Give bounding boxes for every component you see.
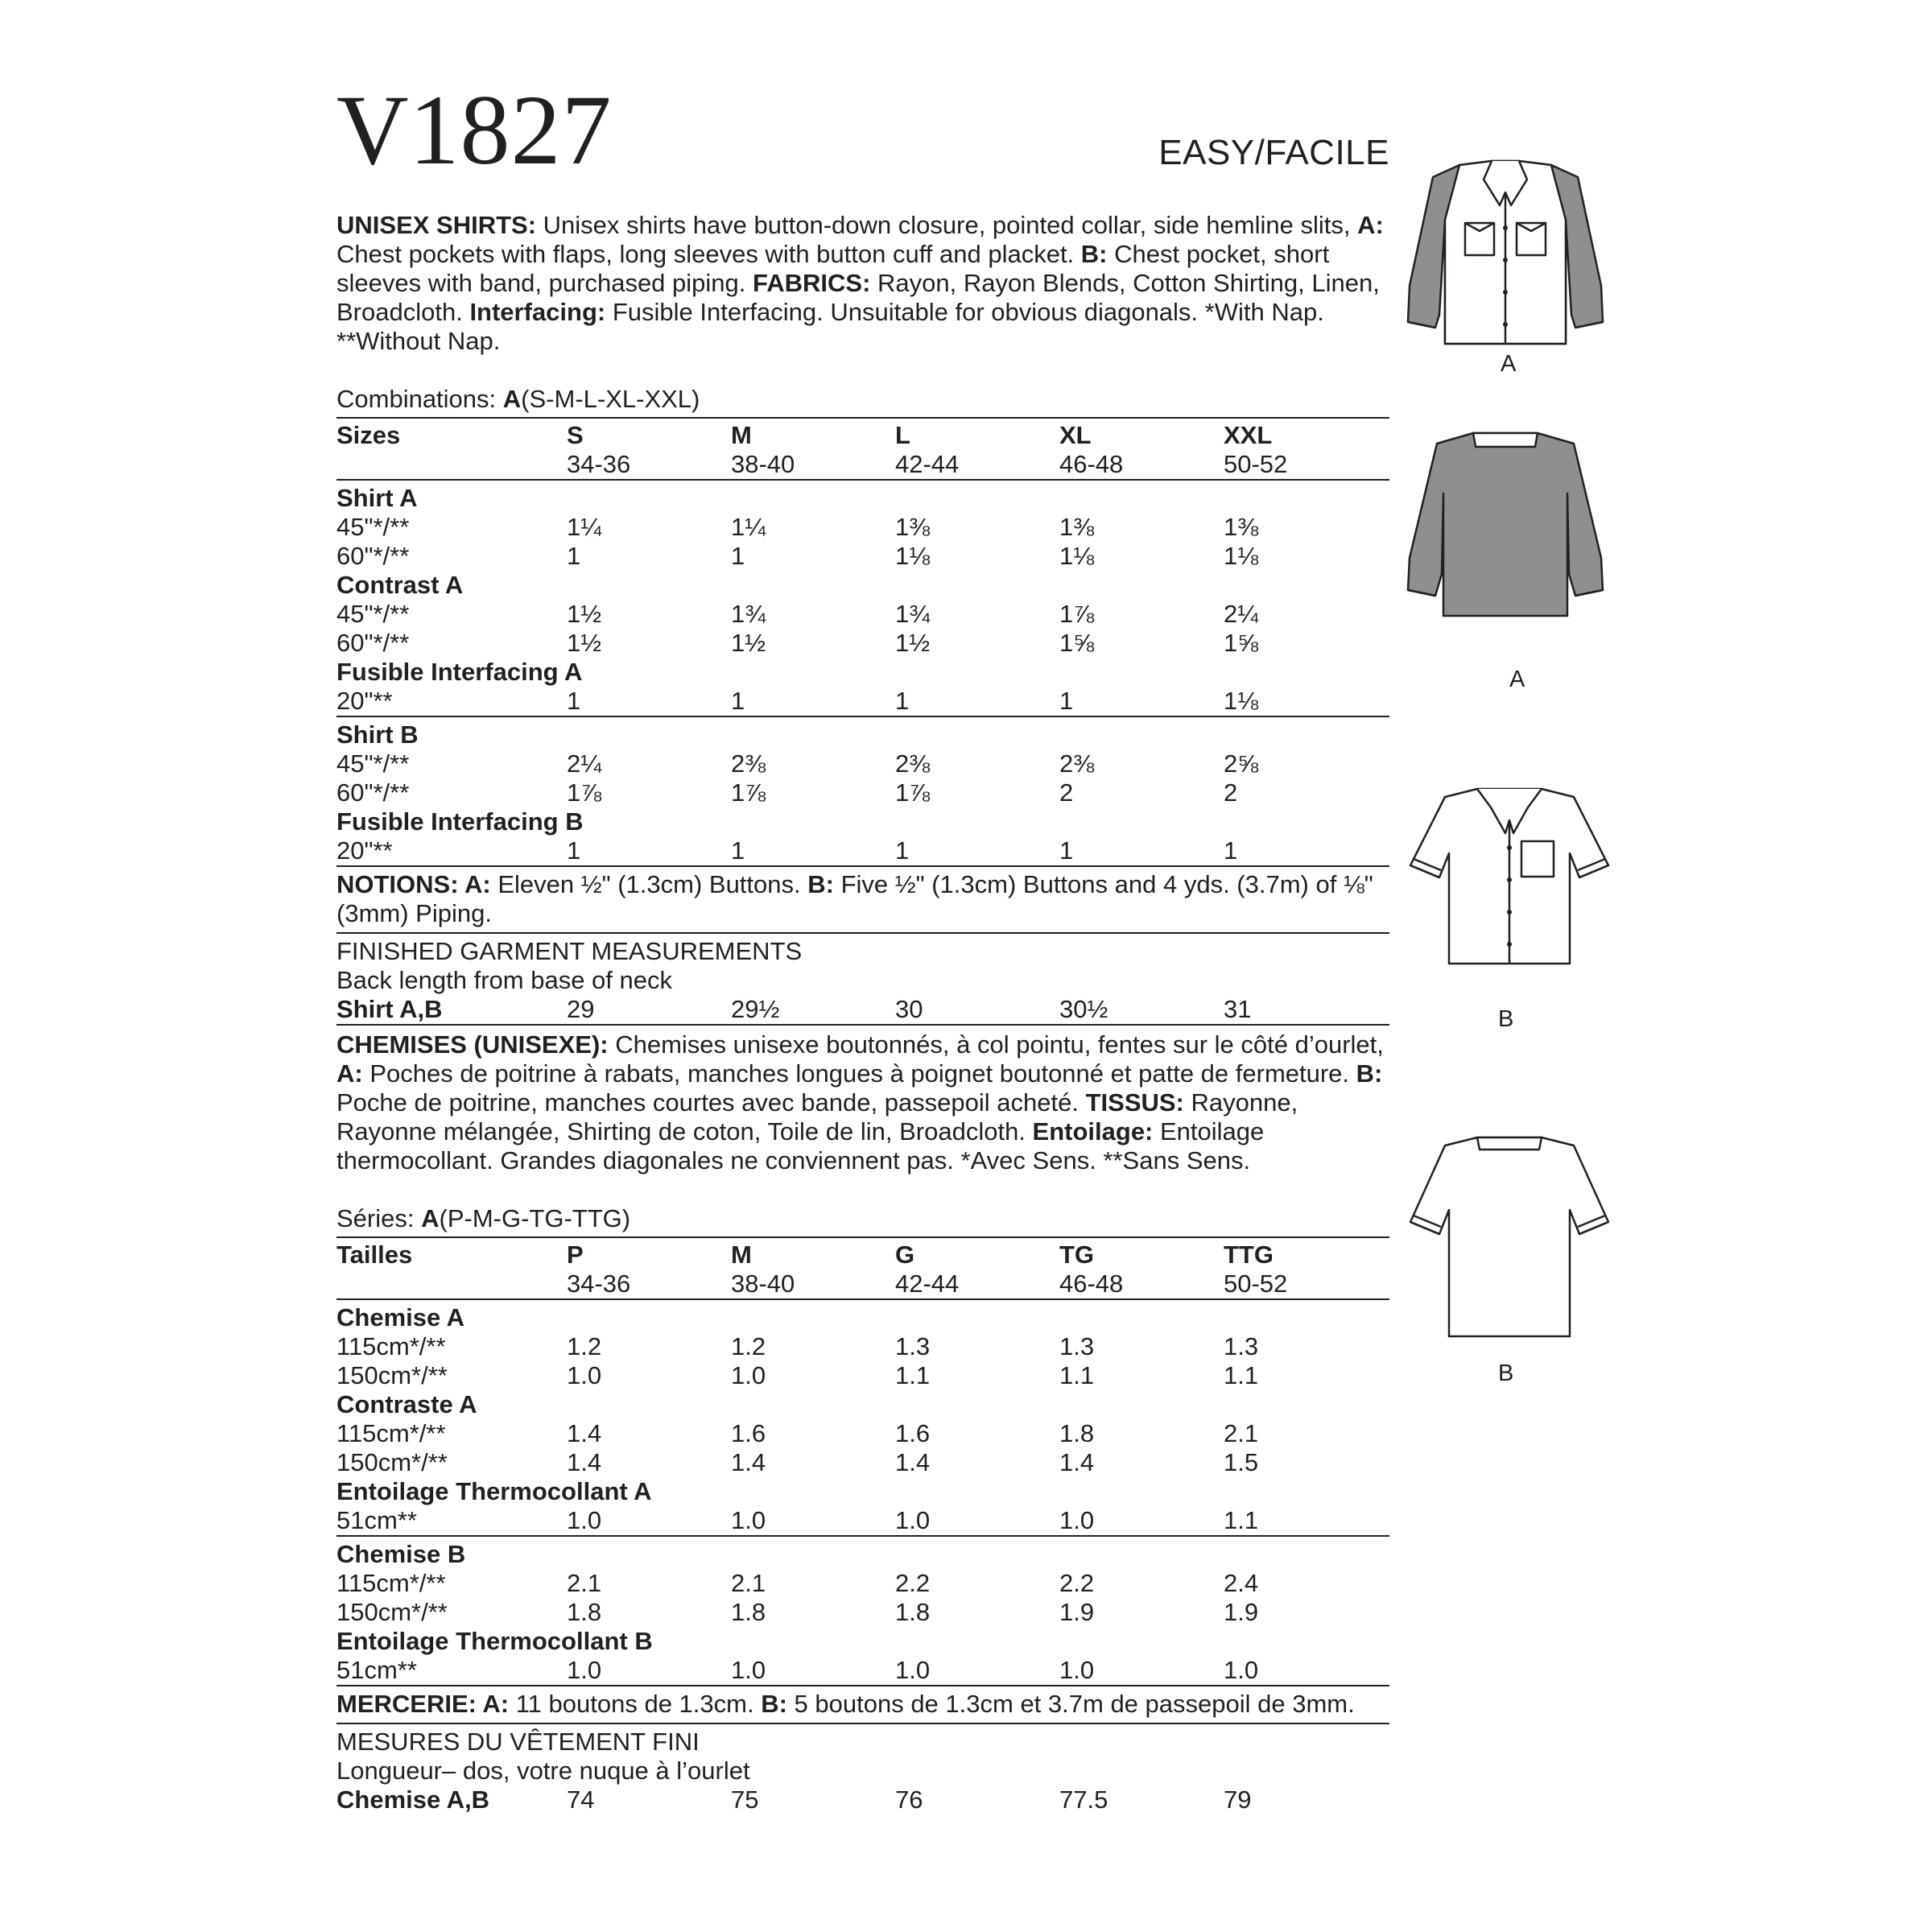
yardage-value: 1.3 [1059, 1332, 1095, 1360]
yardage-value: 1⅜ [895, 513, 931, 541]
size-range: 46-48 [1059, 450, 1124, 478]
description-en [336, 211, 1389, 356]
size-name: P [567, 1241, 584, 1269]
illustration-caption: B [1498, 1006, 1514, 1032]
fabric-width: 150cm*/** [336, 1361, 448, 1389]
size-range: 42-44 [895, 1269, 960, 1298]
yardage-value: 1.9 [1059, 1598, 1095, 1626]
yardage-value: 1.4 [895, 1448, 931, 1476]
yardage-value: 1⅞ [1059, 600, 1095, 628]
measurement-value: 77.5 [1059, 1785, 1108, 1814]
section-heading-row [336, 571, 1389, 600]
section-heading: Shirt B [336, 720, 419, 749]
yardage-value: 1.0 [731, 1506, 766, 1534]
fabric-width: 51cm** [336, 1656, 417, 1684]
yardage-value: 1.0 [895, 1656, 931, 1684]
yardage-value: 1.9 [1224, 1598, 1259, 1626]
measurements-subtitle: Longueur– dos, votre nuque à l’ourlet [336, 1757, 750, 1785]
measurement-value: 29 [567, 995, 595, 1023]
size-range: 34-36 [567, 450, 631, 478]
text-run: Séries: [336, 1204, 422, 1232]
yardage-row [336, 600, 1389, 629]
text-run: Rayonne, Rayonne mélangée, Shirting de coton, Toile de lin, Broadcloth. [336, 1088, 1298, 1146]
measurement-value: 31 [1224, 995, 1252, 1023]
text-run: A [502, 385, 522, 413]
size-range: 38-40 [731, 1269, 795, 1298]
size-name: XL [1059, 421, 1092, 449]
yardage-value: 1½ [731, 629, 766, 657]
yardage-row [336, 513, 1389, 542]
yardage-row [336, 836, 1389, 865]
text-run: Chemises unisexe boutonnés, à col pointu, fentes sur le côté d’ourlet, [608, 1030, 1384, 1059]
size-range: 34-36 [567, 1269, 631, 1298]
fabric-width: 60"*/** [336, 629, 410, 657]
size-range-row [336, 450, 1389, 479]
fabric-width: 150cm*/** [336, 1598, 448, 1626]
size-header [336, 1238, 1389, 1298]
yardage-value: 1¼ [731, 513, 766, 541]
text-run: A: [336, 1059, 363, 1088]
yardage-value: 1⅛ [1224, 542, 1259, 570]
size-name: TG [1059, 1241, 1095, 1269]
yardage-value: 1.0 [731, 1361, 766, 1389]
yardage-value: 1.8 [1059, 1419, 1095, 1447]
yardage-row [336, 778, 1389, 807]
yardage-value: 1.0 [1224, 1656, 1259, 1684]
text-run: Entoilage: [1032, 1117, 1154, 1146]
yardage-value: 1⅜ [1059, 513, 1095, 541]
section-heading-row [336, 720, 1389, 749]
fabric-width: 45"*/** [336, 600, 410, 628]
fabric-width: 45"*/** [336, 749, 410, 778]
fabric-group [336, 481, 1389, 716]
yardage-value: 1.0 [567, 1656, 602, 1684]
yardage-value: 1.1 [895, 1361, 931, 1389]
fabric-group [336, 1300, 1389, 1535]
section-heading-row [336, 658, 1389, 687]
text-run: CHEMISES (UNISEXE): [336, 1030, 609, 1059]
yardage-value: 1½ [567, 629, 602, 657]
fabric-width: 60"*/** [336, 542, 410, 570]
yardage-value: 1¾ [731, 600, 766, 628]
yardage-value: 1 [731, 687, 745, 715]
yardage-value: 1.4 [1059, 1448, 1095, 1476]
yardage-value: 1.5 [1224, 1448, 1259, 1476]
section-heading-row [336, 1627, 1389, 1656]
yardage-value: 1½ [895, 629, 931, 657]
yardage-value: 1.1 [1224, 1361, 1259, 1389]
text-run: 5 boutons de 1.3cm et 3.7m de passepoil de 3mm. [786, 1690, 1355, 1718]
text-run: A [421, 1204, 440, 1232]
text-run: Poches de poitrine à rabats, manches longues à poignet boutonné et patte de fermeture. [362, 1059, 1356, 1088]
size-range: 38-40 [731, 450, 795, 478]
yardage-value: 2¼ [1224, 600, 1259, 628]
yardage-value: 2 [1059, 778, 1074, 807]
yardage-value: 1 [731, 542, 745, 570]
yardage-value: 2.2 [1059, 1569, 1095, 1597]
french-section [336, 1026, 1389, 1814]
yardage-value: 2⅜ [1059, 749, 1095, 778]
yardage-value: 2.2 [895, 1569, 931, 1597]
fabric-width: 45"*/** [336, 513, 410, 541]
yardage-value: 1⅝ [1224, 629, 1259, 657]
illustration-caption: B [1498, 1360, 1514, 1386]
section-heading: Chemise B [336, 1540, 466, 1568]
shirt-b-back-illustration [1401, 1133, 1618, 1343]
measurement-value: 75 [731, 1785, 759, 1814]
section-heading: Contrast A [336, 571, 464, 599]
yardage-value: 1.2 [731, 1332, 766, 1360]
yardage-value: 1.0 [1059, 1506, 1095, 1534]
yardage-value: 2.1 [1224, 1419, 1259, 1447]
size-name: G [895, 1241, 915, 1269]
yardage-row [336, 687, 1389, 716]
yardage-value: 1⅛ [1224, 687, 1259, 715]
yardage-value: 1.4 [731, 1448, 766, 1476]
section-heading: Fusible Interfacing B [336, 807, 584, 836]
size-name-row [336, 1241, 1389, 1269]
section-heading: Entoilage Thermocollant A [336, 1477, 652, 1505]
text-run: Eleven ½" (1.3cm) Buttons. [490, 870, 808, 898]
yardage-value: 1.0 [895, 1506, 931, 1534]
pattern-number: V1827 [336, 75, 613, 185]
yardage-value: 1.1 [1224, 1506, 1259, 1534]
yardage-row [336, 1569, 1389, 1598]
measurement-value: 30½ [1059, 995, 1108, 1023]
yardage-value: 1.6 [731, 1419, 766, 1447]
yardage-value: 1 [1059, 687, 1074, 715]
illustration-caption: A [1509, 667, 1525, 692]
combinations-fr [336, 1204, 1389, 1236]
yardage-value: 1⅞ [895, 778, 931, 807]
yardage-value: 1.0 [567, 1506, 602, 1534]
text-run: Combinations: [336, 385, 503, 413]
text-run: B: [761, 1690, 787, 1718]
yardage-value: 1.1 [1059, 1361, 1095, 1389]
text-run: Rayon, Rayon Blends, Cotton Shirting, Linen, Broadcloth. [336, 269, 1380, 326]
text-run: Fusible Interfacing. Unsuitable for obvious diagonals. *With Nap. **Without Nap. [336, 298, 1324, 355]
text-run: FABRICS: [753, 269, 871, 297]
yardage-value: 1 [1059, 836, 1074, 865]
blank-cell [336, 450, 567, 479]
yardage-row [336, 542, 1389, 571]
yardage-value: 1 [567, 836, 581, 865]
measurement-value: 29½ [731, 995, 780, 1023]
section-heading-row [336, 1303, 1389, 1332]
text-run: Unisex shirts have button-down closure, pointed collar, side hemline slits, [536, 211, 1358, 239]
description-fr [336, 1030, 1389, 1175]
text-run: Interfacing: [469, 298, 606, 326]
fabric-width: 20"** [336, 836, 393, 865]
yardage-value: 2⅜ [895, 749, 931, 778]
fabric-width: 60"*/** [336, 778, 410, 807]
fabric-width: 150cm*/** [336, 1448, 448, 1476]
section-heading: Contraste A [336, 1390, 477, 1418]
fabric-width: 51cm** [336, 1506, 417, 1534]
fabric-width: 20"** [336, 687, 393, 715]
section-heading-row [336, 1540, 1389, 1569]
yardage-row [336, 1448, 1389, 1477]
yardage-table-en [336, 419, 1389, 865]
text-run: NOTIONS: A: [336, 870, 491, 898]
measurement-value: 74 [567, 1785, 595, 1814]
notions-fr [336, 1686, 1389, 1723]
english-section [336, 211, 1389, 1814]
yardage-value: 1½ [567, 600, 602, 628]
yardage-value: 1⅞ [731, 778, 766, 807]
yardage-value: 2⅜ [731, 749, 766, 778]
yardage-value: 2¼ [567, 749, 602, 778]
garment-label: Chemise A,B [336, 1785, 490, 1814]
fabric-width: 115cm*/** [336, 1569, 446, 1597]
fabric-width: 115cm*/** [336, 1419, 446, 1447]
yardage-value: 1¼ [567, 513, 602, 541]
yardage-value: 1⅝ [1059, 629, 1095, 657]
section-heading-row [336, 807, 1389, 836]
yardage-row [336, 629, 1389, 658]
section-heading: Chemise A [336, 1303, 465, 1331]
yardage-value: 1⅜ [1224, 513, 1259, 541]
difficulty-level: EASY/FACILE [1158, 133, 1389, 172]
combinations-en [336, 385, 1389, 417]
section-heading: Shirt A [336, 484, 418, 512]
sizes-label: Tailles [336, 1241, 413, 1269]
size-name: XXL [1224, 421, 1273, 449]
yardage-row [336, 1332, 1389, 1361]
yardage-value: 1⅞ [567, 778, 602, 807]
text-run: Chest pockets with flaps, long sleeves with button cuff and placket. [336, 240, 1081, 268]
section-heading-row [336, 484, 1389, 513]
text-run: (P-M-G-TG-TTG) [439, 1204, 631, 1232]
yardage-value: 1⅛ [895, 542, 931, 570]
yardage-row [336, 1361, 1389, 1390]
garment-label: Shirt A,B [336, 995, 443, 1023]
yardage-value: 1 [731, 836, 745, 865]
finished-measurements-en [336, 934, 1389, 1024]
yardage-value: 1¾ [895, 600, 931, 628]
yardage-value: 1 [895, 687, 910, 715]
section-heading-row [336, 1390, 1389, 1419]
yardage-value: 1 [895, 836, 910, 865]
size-name: M [731, 1241, 752, 1269]
section-heading-row [336, 1477, 1389, 1506]
blank-cell [336, 1269, 567, 1298]
yardage-value: 1.8 [567, 1598, 602, 1626]
fabric-group [336, 1537, 1389, 1685]
notions-en [336, 867, 1389, 932]
finished-measurements-fr [336, 1724, 1389, 1814]
yardage-value: 1.3 [895, 1332, 931, 1360]
yardage-row [336, 1506, 1389, 1535]
size-name: TTG [1224, 1241, 1274, 1269]
size-name: M [731, 421, 752, 449]
measurements-title: FINISHED GARMENT MEASUREMENTS [336, 937, 803, 965]
size-header [336, 419, 1389, 479]
yardage-value: 1.0 [567, 1361, 602, 1389]
text-run: MERCERIE: A: [336, 1690, 510, 1718]
text-run: 11 boutons de 1.3cm. [509, 1690, 762, 1718]
measurement-value: 30 [895, 995, 923, 1023]
measurement-row [336, 1785, 1389, 1814]
yardage-value: 1 [1224, 836, 1238, 865]
size-name-row [336, 421, 1389, 450]
text-run: A: [1357, 211, 1384, 239]
shirt-b-front-illustration [1401, 785, 1618, 970]
yardage-row [336, 1656, 1389, 1685]
text-run: Five ½" (1.3cm) Buttons and 4 yds. (3.7m) of ⅛" (3mm) Piping. [336, 870, 1373, 927]
text-run: TISSUS: [1085, 1088, 1184, 1117]
illustration-caption: A [1501, 351, 1517, 377]
yardage-row [336, 1598, 1389, 1627]
yardage-row [336, 1419, 1389, 1448]
yardage-value: 1.0 [731, 1656, 766, 1684]
section-heading: Entoilage Thermocollant B [336, 1627, 653, 1655]
yardage-table-fr [336, 1238, 1389, 1685]
yardage-value: 1.3 [1224, 1332, 1259, 1360]
yardage-value: 1.4 [567, 1419, 602, 1447]
yardage-value: 2.1 [731, 1569, 766, 1597]
measurements-subtitle: Back length from base of neck [336, 966, 673, 994]
size-range-row [336, 1269, 1389, 1298]
yardage-value: 1.8 [895, 1598, 931, 1626]
measurement-value: 79 [1224, 1785, 1252, 1814]
yardage-value: 1 [567, 687, 581, 715]
yardage-value: 2 [1224, 778, 1238, 807]
yardage-value: 2.4 [1224, 1569, 1259, 1597]
text-run: B: [1080, 240, 1108, 268]
measurement-value: 76 [895, 1785, 923, 1814]
size-name: S [567, 421, 584, 449]
yardage-value: 1.2 [567, 1332, 602, 1360]
yardage-value: 1.4 [567, 1448, 602, 1476]
text-run: Entoilage thermocollant. Grandes diagonales ne conviennent pas. *Avec Sens. **Sans Sens. [336, 1117, 1265, 1174]
size-range: 50-52 [1224, 450, 1288, 478]
shirt-a-front-illustration [1397, 157, 1614, 350]
yardage-value: 1.8 [731, 1598, 766, 1626]
size-range: 46-48 [1059, 1269, 1124, 1298]
fabric-group [336, 717, 1389, 865]
yardage-value: 1 [567, 542, 581, 570]
text-run: B: [807, 870, 834, 898]
section-heading: Fusible Interfacing A [336, 658, 583, 686]
yardage-value: 1⅛ [1059, 542, 1095, 570]
yardage-value: 1.0 [1059, 1656, 1095, 1684]
sizes-label: Sizes [336, 421, 401, 449]
text-run: Poche de poitrine, manches courtes avec bande, passepoil acheté. [336, 1088, 1086, 1117]
yardage-value: 1.6 [895, 1419, 931, 1447]
fabric-width: 115cm*/** [336, 1332, 446, 1360]
text-run: (S-M-L-XL-XXL) [521, 385, 700, 413]
measurements-title: MESURES DU VÊTEMENT FINI [336, 1728, 700, 1756]
yardage-value: 2.1 [567, 1569, 602, 1597]
text-run: UNISEX SHIRTS: [336, 211, 537, 239]
size-range: 50-52 [1224, 1269, 1288, 1298]
yardage-row [336, 749, 1389, 778]
shirt-a-back-illustration [1397, 429, 1614, 622]
text-run: B: [1356, 1059, 1383, 1088]
size-name: L [895, 421, 910, 449]
measurement-row [336, 995, 1389, 1024]
yardage-value: 2⅝ [1224, 749, 1259, 778]
text-run: Chest pocket, short sleeves with band, purchased piping. [336, 240, 1330, 297]
size-range: 42-44 [895, 450, 960, 478]
